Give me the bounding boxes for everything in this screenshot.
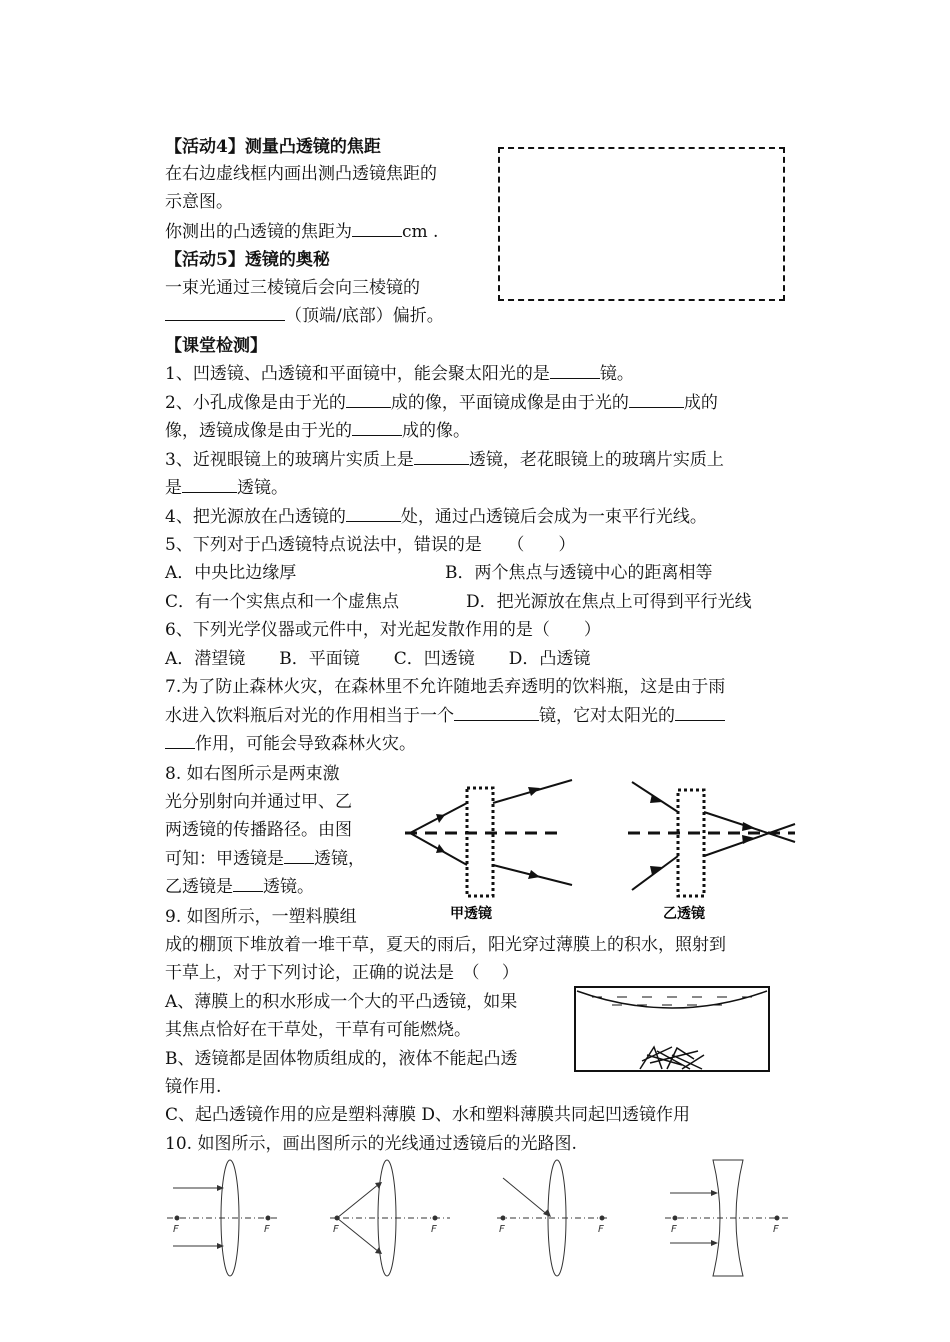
q8-lens-figure xyxy=(400,770,810,930)
question-8-line3: 两透镜的传播路径。由图 xyxy=(165,820,352,840)
q7-blank-2-cont[interactable] xyxy=(165,730,195,749)
q9-greenhouse-figure xyxy=(572,985,772,1075)
activity5-line1: 一束光通过三棱镜后会向三棱镜的 xyxy=(165,278,420,298)
q9-options-cd[interactable]: C、起凸透镜作用的应是塑料薄膜 D、水和塑料薄膜共同起凹透镜作用 xyxy=(165,1105,691,1125)
q1-blank[interactable] xyxy=(550,360,600,379)
question-8-line5: 乙透镜是 透镜。 xyxy=(165,873,314,901)
q5-option-a[interactable]: A．中央比边缘厚 xyxy=(165,563,297,583)
question-3: 3、近视眼镜上的玻璃片实质上是 透镜，老花眼镜上的玻璃片实质上 xyxy=(165,446,724,474)
q5-option-c[interactable]: C．有一个实焦点和一个虚焦点 xyxy=(165,592,400,612)
convex-lens-focus-diagram xyxy=(330,1160,450,1276)
q4-blank[interactable] xyxy=(346,503,401,522)
convex-lens-oblique-diagram xyxy=(497,1160,610,1276)
activity5-heading: 【活动5】透镜的奥秘 xyxy=(165,250,330,270)
question-7-end: 作用，可能会导致森林火灾。 xyxy=(165,730,416,758)
q2-blank-2[interactable] xyxy=(629,389,684,408)
q8-blank-2[interactable] xyxy=(233,873,263,892)
focal-length-blank[interactable] xyxy=(352,218,402,237)
question-7-cont: 水进入饮料瓶后对光的作用相当于一个 镜，它对太阳光的 xyxy=(165,702,725,730)
focus-label: F xyxy=(773,1224,779,1235)
question-7: 7.为了防止森林火灾，在森林里不允许随地丢弃透明的饮料瓶，这是由于雨 xyxy=(165,677,726,697)
q7-blank-2[interactable] xyxy=(675,702,725,721)
q3-blank-2[interactable] xyxy=(182,474,237,493)
lens-yi-caption: 乙透镜 xyxy=(663,906,705,922)
activity4-line1: 在右边虚线框内画出测凸透镜焦距的 xyxy=(165,164,437,184)
question-8-line1: 8. 如右图所示是两束激 xyxy=(165,764,340,784)
activity5-line2: （顶端/底部）偏折。 xyxy=(165,302,444,330)
q5-option-d[interactable]: D．把光源放在焦点上可得到平行光线 xyxy=(466,592,752,612)
question-9-line2: 成的棚顶下堆放着一堆干草，夏天的雨后，阳光穿过薄膜上的积水，照射到 xyxy=(165,935,726,955)
q2-blank-1[interactable] xyxy=(346,389,391,408)
water-dashes xyxy=(592,997,752,1005)
question-2-cont: 像，透镜成像是由于光的 成的像。 xyxy=(165,417,470,445)
question-3-cont: 是 透镜。 xyxy=(165,474,288,502)
question-8-line4: 可知：甲透镜是 透镜， xyxy=(165,845,365,873)
prism-blank[interactable] xyxy=(165,302,285,321)
concave-lens-diagram xyxy=(665,1160,790,1276)
q10-lens-diagrams xyxy=(165,1158,795,1283)
question-5: 5、下列对于凸透镜特点说法中，错误的是 （ ） xyxy=(165,535,576,555)
focus-label: F xyxy=(499,1224,505,1235)
focus-label: F xyxy=(333,1224,339,1235)
question-8-line2: 光分别射向并通过甲、乙 xyxy=(165,792,352,812)
q9-option-a-line1[interactable]: A、薄膜上的积水形成一个大的平凸透镜，如果 xyxy=(165,992,518,1012)
focus-label: F xyxy=(264,1224,270,1235)
q9-option-b-line2[interactable]: 镜作用. xyxy=(165,1077,222,1097)
question-10: 10. 如图所示，画出图所示的光线通过透镜后的光路图. xyxy=(165,1134,577,1154)
focus-label: F xyxy=(671,1224,677,1235)
question-9-line1: 9. 如图所示，一塑料膜组 xyxy=(165,907,357,927)
question-4: 4、把光源放在凸透镜的 处，通过凸透镜后会成为一束平行光线。 xyxy=(165,503,707,531)
activity4-line2: 示意图。 xyxy=(165,192,233,212)
question-1: 1、凹透镜、凸透镜和平面镜中，能会聚太阳光的是 镜。 xyxy=(165,360,634,388)
q8-blank-1[interactable] xyxy=(284,845,314,864)
q9-option-a-line2[interactable]: 其焦点恰好在干草处，干草有可能燃烧。 xyxy=(165,1020,471,1040)
q2-blank-3[interactable] xyxy=(352,417,402,436)
q9-option-b-line1[interactable]: B、透镜都是固体物质组成的，液体不能起凸透 xyxy=(165,1049,518,1069)
convex-lens-parallel-diagram xyxy=(167,1160,280,1276)
question-9-line3: 干草上，对于下列讨论，正确的说法是 （ ） xyxy=(165,963,519,983)
focus-label: F xyxy=(598,1224,604,1235)
q7-blank-1[interactable] xyxy=(454,702,539,721)
lens-jia-diagram xyxy=(405,780,572,896)
activity4-line3: 你测出的凸透镜的焦距为 cm . xyxy=(165,218,438,246)
focus-label: F xyxy=(173,1224,179,1235)
question-2: 2、小孔成像是由于光的 成的像，平面镜成像是由于光的 成的 xyxy=(165,389,718,417)
focus-label: F xyxy=(431,1224,437,1235)
q3-blank-1[interactable] xyxy=(414,446,469,465)
q6-options[interactable]: A．潜望镜 B．平面镜 C．凹透镜 D．凸透镜 xyxy=(165,649,591,669)
activity4-heading: 【活动4】测量凸透镜的焦距 xyxy=(165,137,381,157)
question-6: 6、下列光学仪器或元件中，对光起发散作用的是（ ） xyxy=(165,620,601,640)
lens-yi-diagram xyxy=(628,782,795,896)
drawing-area-dashed-box[interactable] xyxy=(498,147,785,301)
lens-jia-caption: 甲透镜 xyxy=(450,906,492,922)
test-heading: 【课堂检测】 xyxy=(165,336,267,356)
q5-option-b[interactable]: B．两个焦点与透镜中心的距离相等 xyxy=(445,563,713,583)
hay-pile xyxy=(640,1047,704,1069)
